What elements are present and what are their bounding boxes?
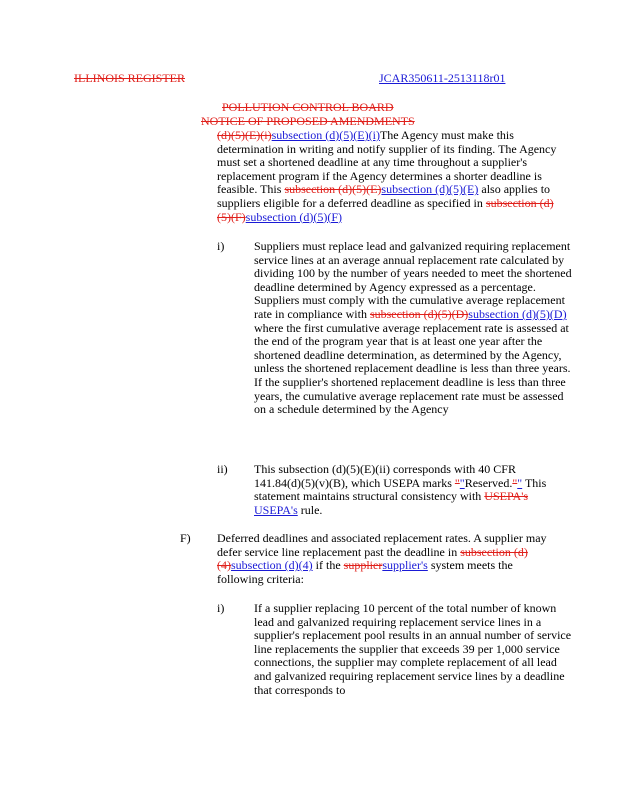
old-mark: "	[454, 475, 460, 490]
item-text: This statement maintains structural consistency with	[254, 475, 547, 504]
item-text: where the first cumulative average replacement rate is assessed at the end of the program year that is at least one year after the shortened deadline determination, as determined by the Agency, unless the shortened replacement deadline is less than three years. If the supplier's shortened replacement deadline is less than three years, the cumulative average replacement rate must be assessed on a schedule determined by the Agency	[254, 320, 571, 417]
item-text: Suppliers must replace lead and galvanized requiring replacement service lines at an average annual replacement rate calculated by dividing 100 by the number of years needed to meet the shortened deadline determined by Agency expressed as a percentage. Suppliers must comply with the cumulative average replacement rate in compliance with	[254, 239, 572, 321]
paragraph-text: The Agency must make this determination in writing and notify supplier of its finding. The Agency must set a shortened deadline at any time throughout a supplier's replacement program if the Agency determines a shorter deadline is feasible. This	[217, 128, 557, 197]
paragraph-text: system meets the following criteria:	[217, 558, 513, 586]
new-usepa: USEPA's	[254, 502, 298, 517]
new-reference: subsection (d)(5)(F)	[245, 209, 342, 224]
paragraph-text: also applies to suppliers eligible for a deferred deadline as specified in	[217, 182, 551, 210]
item-text: This subsection (d)(5)(E)(ii) corresponds with 40 CFR 141.84(d)(5)(v)(B), which USEPA marks	[254, 462, 516, 490]
new-reference: subsection (d)(5)(D)	[468, 306, 567, 321]
old-supplier: supplier	[343, 558, 383, 573]
paragraph-e	[217, 129, 557, 224]
item-label: ii)	[217, 462, 228, 476]
paragraph-label: F)	[180, 531, 191, 545]
item-text: rule.	[297, 502, 323, 517]
item-text: If a supplier replacing 10 percent of the total number of known lead and galvanized requiring replacement service lines in a supplier's replacement pool results in an annual number of service line replacements the supplier that exceeds 39 per 1,000 service connections, the supplier may complete replacement of all lead and galvanized requiring replacement service lines by a deadline that corresponds to	[254, 601, 572, 697]
notice-title: NOTICE OF PROPOSED AMENDMENTS	[201, 114, 415, 128]
item-f-i-text	[254, 602, 576, 697]
item-label: i)	[217, 239, 225, 253]
old-reference: subsection (d)(4)	[217, 544, 528, 573]
paragraph-f-text	[217, 532, 557, 586]
old-usepa: USEPA's	[484, 489, 529, 504]
old-reference: (d)(5)(E)(i)	[217, 128, 272, 142]
item-ii-text	[254, 463, 554, 517]
new-reference: subsection (d)(5)(E)	[381, 182, 479, 197]
old-reference: subsection (d)(5)(D)	[369, 306, 469, 321]
paragraph-text: Deferred deadlines and associated replacement rates. A supplier may defer service line replacement past the deadline in	[217, 531, 547, 559]
item-text: .	[509, 475, 513, 490]
new-reference: subsection (d)(4)	[231, 558, 313, 573]
board-title: POLLUTION CONTROL BOARD	[222, 100, 394, 114]
paragraph-text: if the	[312, 558, 344, 573]
new-mark: "	[517, 475, 523, 490]
old-reference: subsection (d)(5)(F)	[217, 195, 554, 224]
jcar-header: JCAR350611-2513118r01	[379, 71, 506, 85]
new-mark: "	[459, 475, 465, 490]
old-mark: "	[512, 475, 518, 490]
new-reference: subsection (d)(5)(E)(i)	[271, 128, 380, 142]
item-label: i)	[217, 601, 225, 615]
item-i-text	[254, 240, 576, 417]
old-reference: subsection (d)(5)(E)	[284, 182, 382, 197]
new-supplier: supplier's	[382, 558, 428, 573]
reserved-text: Reserved	[464, 475, 510, 490]
register-header: ILLINOIS REGISTER	[74, 71, 185, 85]
